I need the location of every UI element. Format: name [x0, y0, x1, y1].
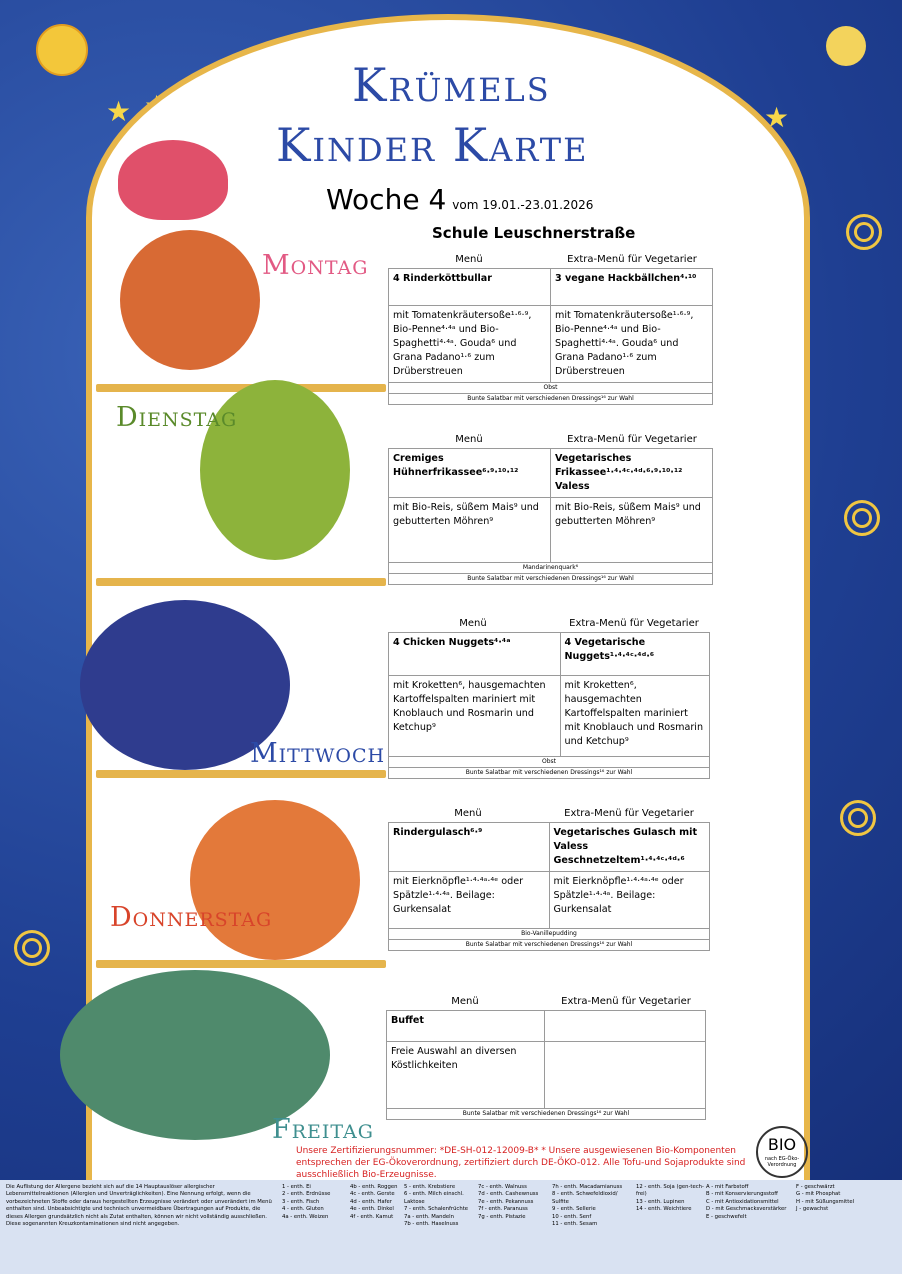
menu-dish: 4 Rinderköttbullar — [389, 269, 551, 306]
extra-1: Obst — [389, 383, 713, 394]
salad-bar: Bunte Salatbar mit verschiedenen Dressings¹⁶ zur Wahl — [389, 574, 713, 585]
legend-entry: 7g - enth. Pistazie — [478, 1213, 526, 1220]
veg-side: mit Kroketten⁶, hausgemachten Kartoffelspalten mariniert mit Knoblauch und Rosmarin und Ketchup⁹ — [560, 676, 709, 757]
menu-header: Menü — [455, 254, 483, 265]
menu-dish: Cremiges Hühnerfrikassee⁶·⁹·¹⁰·¹² — [389, 449, 551, 498]
legend-entry: 7c - enth. Walnuss — [478, 1184, 527, 1190]
legend-entry: 12 - enth. Soja (gen-tech-frei) — [636, 1184, 704, 1198]
legend-entry: G - mit Phosphat — [796, 1191, 841, 1198]
moon-icon — [826, 26, 866, 66]
veg-header: Extra-Menü für Vegetarier — [564, 808, 694, 819]
menu-side: mit Kroketten⁶, hausgemachten Kartoffelspalten mariniert mit Knoblauch und Rosmarin und Ketchup⁹ — [389, 676, 561, 757]
salad-bar: Bunte Salatbar mit verschiedenen Dressings¹⁶ zur Wahl — [387, 1109, 706, 1120]
menu-dish: 4 Chicken Nuggets⁴·⁴ᵃ — [389, 633, 561, 676]
date-range: vom 19.01.-23.01.2026 — [452, 198, 594, 212]
veg-dish — [545, 1011, 706, 1042]
school-name: Schule Leuschnerstraße — [432, 224, 636, 242]
star-icon: ★ — [764, 101, 790, 134]
legend-entry: J - gewachst — [796, 1206, 829, 1213]
legend-col — [282, 1184, 330, 1221]
cat-character-icon — [190, 800, 360, 960]
veg-header: Extra-Menü für Vegetarier — [561, 996, 691, 1007]
legend-entry: D - mit Geschmacksverstärker — [706, 1206, 787, 1213]
menu-header: Menü — [455, 434, 483, 445]
menu-header: Menü — [459, 618, 487, 629]
menu-side: mit Bio-Reis, süßem Mais⁹ und gebutterten Möhren⁹ — [389, 498, 551, 563]
veg-dish: 4 Vegetarische Nuggets¹·⁴·⁴ᶜ·⁴ᵈ·⁶ — [560, 633, 709, 676]
legend-entry: A - mit Farbstoff — [706, 1184, 749, 1190]
legend-entry: 4 - enth. Gluten — [282, 1206, 324, 1213]
swirl-icon — [844, 500, 880, 536]
legend-col — [478, 1184, 538, 1221]
menu-dish: Rindergulasch⁶·⁹ — [389, 823, 550, 872]
menu-dish: Buffet — [387, 1011, 545, 1042]
legend-entry: 2 - enth. Erdnüsse — [282, 1191, 331, 1198]
veg-side: mit Bio-Reis, süßem Mais⁹ und gebutterten Möhren⁹ — [551, 498, 713, 563]
legend-entry: 6 - enth. Milch einschl. Laktose — [404, 1191, 464, 1205]
veg-header: Extra-Menü für Vegetarier — [569, 618, 699, 629]
legend-entry: 1 - enth. Ei — [282, 1184, 311, 1190]
legend-entry: 4b - enth. Roggen — [350, 1184, 398, 1190]
legend-entry: 11 - enth. Sesam — [552, 1221, 598, 1228]
salad-bar: Bunte Salatbar mit verschiedenen Dressings¹⁶ zur Wahl — [389, 394, 713, 405]
shelf — [96, 960, 386, 968]
salad-bar: Bunte Salatbar mit verschiedenen Dressings¹⁶ zur Wahl — [389, 940, 710, 951]
legend-entry: 14 - enth. Weichtiere — [636, 1206, 692, 1213]
veg-side: mit Eierknöpfle¹·⁴·⁴ᵃ·⁴ᵉ oder Spätzle¹·⁴·⁴ᵃ. Beilage: Gurkensalat — [549, 872, 710, 929]
legend-col — [636, 1184, 704, 1214]
legend-entry: 4d - enth. Hafer — [350, 1198, 392, 1205]
legend-entry: 13 - enth. Lupinen — [636, 1198, 685, 1205]
swirl-icon — [846, 214, 882, 250]
legend-intro: Die Auflistung der Allergene bezieht sich auf die 14 Hauptauslöser allergischer Lebensmittelreaktionen (Allergien und Unverträglichkeiten). Eine Nennung erfolgt, wenn die vorbezeichneten Stoffe oder daraus hergestellten Erzeugnisse verändert oder unverändert im Menü enthalten sind. Unbeabsichtigte und technisch unvermeidbare Übertragungen auf Produkte, die dieses Allergen grundsätzlich nicht als Zutat enthalten, können wir nicht vollständig ausschließen. Diese sogenannten Kreuzkontaminationen sind nicht angegeben. — [6, 1184, 272, 1228]
legend-entry: 3 - enth. Fisch — [282, 1198, 320, 1205]
swirl-icon — [840, 800, 876, 836]
legend-entry: 10 - enth. Senf — [552, 1213, 592, 1220]
legend-entry: 5 - enth. Krebstiere — [404, 1184, 456, 1190]
day-label-monday: Montag — [262, 250, 369, 281]
legend-entry: 4e - enth. Dinkel — [350, 1206, 394, 1213]
allergen-legend — [0, 1180, 902, 1274]
legend-col — [796, 1184, 854, 1214]
legend-entry: F - geschwärzt — [796, 1184, 835, 1190]
legend-col — [706, 1184, 786, 1221]
extra-1: Mandarinenquark⁶ — [389, 563, 713, 574]
extra-1: Bio-Vanillepudding — [389, 929, 710, 940]
veg-header: Extra-Menü für Vegetarier — [567, 254, 697, 265]
day-label-thursday: Donnerstag — [110, 902, 273, 933]
legend-entry: 7 - enth. Schalenfrüchte — [404, 1206, 469, 1213]
legend-entry: E - geschwefelt — [706, 1213, 747, 1220]
veg-dish: Vegetarisches Frikassee¹·⁴·⁴ᶜ·⁴ᵈ·⁶·⁹·¹⁰·¹² Valess — [551, 449, 713, 498]
menu-side: mit Tomatenkräutersoße¹·⁶·⁹, Bio-Penne⁴·⁴ᵃ und Bio-Spaghetti⁴·⁴ᵃ. Gouda⁶ und Grana Padano¹·⁶ zum Drüberstreuen — [389, 306, 551, 383]
veg-side — [545, 1042, 706, 1109]
week-label: Woche 4 vom 19.01.-23.01.2026 — [326, 183, 594, 216]
legend-entry: 7b - enth. Haselnuss — [404, 1221, 459, 1228]
chef-hat-icon — [118, 140, 228, 220]
bear-character-icon — [120, 230, 260, 370]
menu-header: Menü — [451, 996, 479, 1007]
legend-col — [552, 1184, 630, 1228]
legend-entry: 4f - enth. Kamut — [350, 1213, 394, 1220]
legend-entry: C - mit Antioxidationsmittel — [706, 1198, 779, 1205]
legend-entry: 4a - enth. Weizen — [282, 1213, 329, 1220]
day-label-tuesday: Dienstag — [116, 402, 238, 433]
menu-header: Menü — [454, 808, 482, 819]
legend-entry: 9 - enth. Sellerie — [552, 1206, 596, 1213]
legend-entry: 7h - enth. Macadamianuss — [552, 1184, 623, 1190]
legend-entry: 7a - enth. Mandeln — [404, 1213, 454, 1220]
day-label-friday: Freitag — [272, 1114, 374, 1145]
salad-bar: Bunte Salatbar mit verschiedenen Dressings¹⁶ zur Wahl — [389, 768, 710, 779]
legend-entry: B - mit Konservierungsstoff — [706, 1191, 778, 1198]
legend-entry: 4c - enth. Gerste — [350, 1191, 395, 1198]
shelf — [96, 770, 386, 778]
title-line-1: Krümels — [352, 58, 551, 112]
sun-icon — [36, 24, 88, 76]
star-icon: ★ — [106, 95, 132, 128]
bio-logo-icon: BIO nach EG-Öko-Verordnung — [756, 1126, 808, 1178]
legend-col — [350, 1184, 397, 1221]
menu-side: Freie Auswahl an diversen Köstlichkeiten — [387, 1042, 545, 1109]
legend-entry: H - mit Süßungsmittel — [796, 1198, 855, 1205]
veg-dish: 3 vegane Hackbällchen⁴·¹⁰ — [551, 269, 713, 306]
certification-note: Unsere Zertifizierungsnummer: *DE-SH-012-12009-B* * Unsere ausgewiesenen Bio-Komponenten entsprechen der EG-Ökoverordnung, zertifiziert durch DE-ÖKO-012. Alle Tofu-und Sojaprodukte sind ausschließlich Bio-Erzeugnisse. — [296, 1146, 746, 1180]
extra-1: Obst — [389, 757, 710, 768]
title-line-2: Kinder Karte — [276, 118, 589, 172]
shelf — [96, 578, 386, 586]
menu-side: mit Eierknöpfle¹·⁴·⁴ᵃ·⁴ᵉ oder Spätzle¹·⁴·⁴ᵃ. Beilage: Gurkensalat — [389, 872, 550, 929]
veg-side: mit Tomatenkräutersoße¹·⁶·⁹, Bio-Penne⁴·⁴ᵃ und Bio-Spaghetti⁴·⁴ᵃ. Gouda⁶ und Grana Padano¹·⁶ zum Drüberstreuen — [551, 306, 713, 383]
day-label-wednesday: Mittwoch — [250, 738, 386, 769]
legend-entry: 8 - enth. Schwefeldioxid/ Sulfite — [552, 1191, 618, 1205]
legend-col — [404, 1184, 472, 1228]
legend-entry: 7f - enth. Paranuss — [478, 1206, 528, 1213]
legend-entry: 7e - enth. Pekannuss — [478, 1198, 534, 1205]
veg-header: Extra-Menü für Vegetarier — [567, 434, 697, 445]
legend-entry: 7d - enth. Cashewnuss — [478, 1191, 539, 1198]
swirl-icon — [14, 930, 50, 966]
veg-dish: Vegetarisches Gulasch mit Valess Geschnetzeltem¹·⁴·⁴ᶜ·⁴ᵈ·⁶ — [549, 823, 710, 872]
